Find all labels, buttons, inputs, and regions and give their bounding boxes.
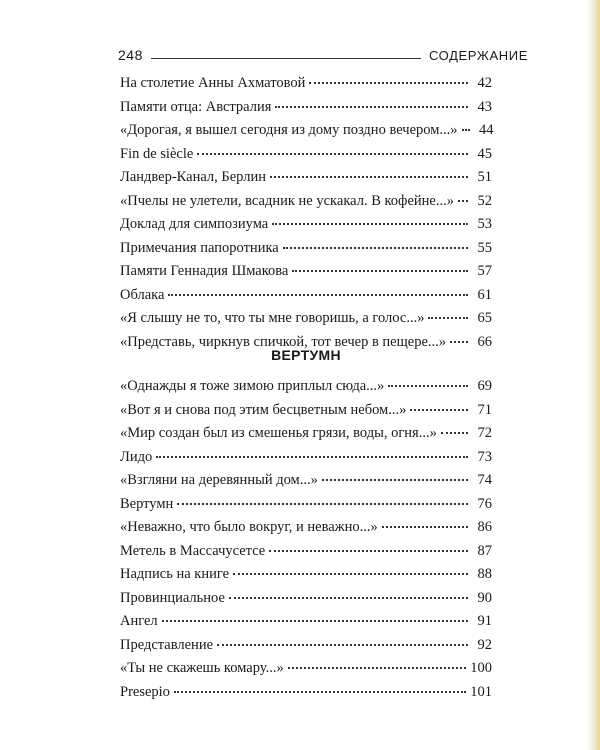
toc-entry-page: 101 (470, 683, 492, 700)
dot-leader (272, 223, 468, 225)
dot-leader (283, 247, 468, 249)
toc-entry-page: 57 (477, 263, 492, 279)
toc-entry-title: «Дорогая, я вышел сегодня из дому поздно вечером...» (120, 122, 458, 138)
toc-entry-title: Представление (120, 636, 214, 653)
header-rule (151, 58, 421, 59)
dot-leader (288, 667, 467, 669)
toc-entry-title: «Мир создан был из смешенья грязи, воды, огня...» (120, 425, 437, 441)
toc-entry-title: Памяти Геннадия Шмакова (120, 263, 289, 279)
toc-entry (120, 378, 492, 402)
toc-entry-page: 88 (477, 566, 492, 582)
toc-entry-title: Вертумн (120, 495, 174, 512)
toc-entry (120, 472, 492, 496)
toc-entry-page: 71 (477, 401, 492, 418)
page-edge (586, 0, 600, 750)
toc-entry (120, 169, 492, 193)
toc-entry (120, 496, 492, 520)
toc-entry-title: Доклад для симпозиума (120, 216, 269, 232)
dot-leader (269, 550, 468, 552)
toc-entry (120, 402, 492, 426)
dot-leader (162, 620, 468, 622)
toc-entry-title: Памяти отца: Австралия (120, 98, 272, 115)
toc-entry (120, 287, 492, 311)
toc-entry-title: Fin de siècle (120, 145, 194, 162)
toc-entry-page: 55 (477, 239, 492, 256)
toc-entry (120, 660, 492, 684)
toc-list-second (120, 378, 492, 707)
dot-leader (428, 317, 468, 319)
dot-leader (458, 200, 468, 202)
dot-leader (388, 385, 468, 387)
toc-entry-title: Провинциальное (120, 589, 225, 606)
dot-leader (229, 597, 468, 599)
dot-leader (275, 106, 468, 108)
toc-entry-page: 74 (477, 472, 492, 488)
toc-entry-page: 76 (477, 495, 492, 512)
dot-leader (233, 573, 468, 575)
dot-leader (168, 294, 468, 296)
toc-entry-title: «Пчелы не улетели, всадник не ускакал. В кофейне...» (120, 192, 454, 209)
toc-entry (120, 543, 492, 567)
dot-leader (410, 409, 468, 411)
section-title: СОДЕРЖАНИЕ (428, 48, 528, 63)
toc-entry-title: Ландвер-Канал, Берлин (120, 169, 266, 185)
toc-entry-page: 51 (477, 169, 492, 185)
dot-leader (217, 644, 468, 646)
toc-entry-title: Облака (120, 286, 165, 303)
toc-entry-title: Ангел (120, 613, 158, 629)
toc-entry-title: Лидо (120, 448, 153, 465)
toc-entry (120, 684, 492, 708)
toc-entry (120, 425, 492, 449)
toc-entry-title: «Ты не скажешь комару...» (120, 660, 284, 676)
dot-leader (270, 176, 468, 178)
toc-entry-title: Примечания папоротника (120, 239, 279, 256)
toc-entry-title: Presepio (120, 683, 170, 700)
toc-list-first (120, 75, 492, 357)
toc-entry-page: 52 (477, 192, 492, 209)
toc-entry-title: На столетие Анны Ахматовой (120, 75, 306, 91)
toc-entry (120, 263, 492, 287)
dot-leader (197, 153, 468, 155)
toc-entry-page: 100 (470, 660, 492, 676)
toc-entry-title: «Неважно, что было вокруг, и неважно...» (120, 519, 378, 535)
toc-entry (120, 566, 492, 590)
toc-entry-page: 92 (477, 636, 492, 653)
toc-entry-page: 44 (479, 122, 494, 138)
toc-entry-page: 69 (477, 378, 492, 394)
dot-leader (177, 503, 468, 505)
toc-entry (120, 99, 492, 123)
dot-leader (450, 341, 468, 343)
toc-entry-page: 45 (477, 145, 492, 162)
toc-entry (120, 193, 492, 217)
toc-entry-page: 53 (477, 216, 492, 232)
dot-leader (382, 526, 468, 528)
toc-entry-page: 72 (477, 425, 492, 441)
dot-leader (322, 479, 468, 481)
toc-entry-title: «Вот я и снова под этим бесцветным небом...» (120, 401, 407, 418)
toc-entry-page: 73 (477, 448, 492, 465)
toc-entry-title: «Я слышу не то, что ты мне говоришь, а голос...» (120, 310, 425, 326)
toc-entry (120, 449, 492, 473)
toc-entry (120, 75, 492, 99)
toc-entry-page: 65 (477, 310, 492, 326)
toc-entry (120, 637, 492, 661)
toc-entry-page: 61 (477, 286, 492, 303)
toc-entry-page: 90 (477, 589, 492, 606)
toc-entry-page: 91 (477, 613, 492, 629)
toc-entry (120, 613, 492, 637)
toc-entry (120, 122, 492, 146)
toc-entry-page: 42 (477, 75, 492, 91)
toc-entry (120, 216, 492, 240)
toc-entry (120, 590, 492, 614)
toc-entry-title: «Однажды я тоже зимою приплыл сюда...» (120, 378, 385, 394)
toc-entry-title: Надпись на книге (120, 566, 230, 582)
dot-leader (292, 270, 468, 272)
dot-leader (441, 432, 468, 434)
toc-entry (120, 310, 492, 334)
cycle-heading: ВЕРТУМН (271, 347, 341, 363)
toc-entry-page: 87 (477, 542, 492, 559)
toc-entry (120, 146, 492, 170)
toc-entry-title: Метель в Массачусетсе (120, 542, 266, 559)
dot-leader (156, 456, 468, 458)
toc-entry (120, 519, 492, 543)
dot-leader (174, 691, 466, 693)
dot-leader (309, 82, 468, 84)
toc-entry-title: «Взгляни на деревянный дом...» (120, 472, 318, 488)
running-header (118, 40, 528, 62)
toc-entry-page: 66 (477, 333, 492, 350)
toc-entry-page: 43 (477, 98, 492, 115)
toc-entry-title: «Представь, чиркнув спичкой, тот вечер в пещере...» (120, 333, 447, 350)
toc-entry-page: 86 (477, 519, 492, 535)
toc-entry (120, 240, 492, 264)
dot-leader (462, 129, 470, 131)
page-number: 248 (118, 47, 143, 63)
